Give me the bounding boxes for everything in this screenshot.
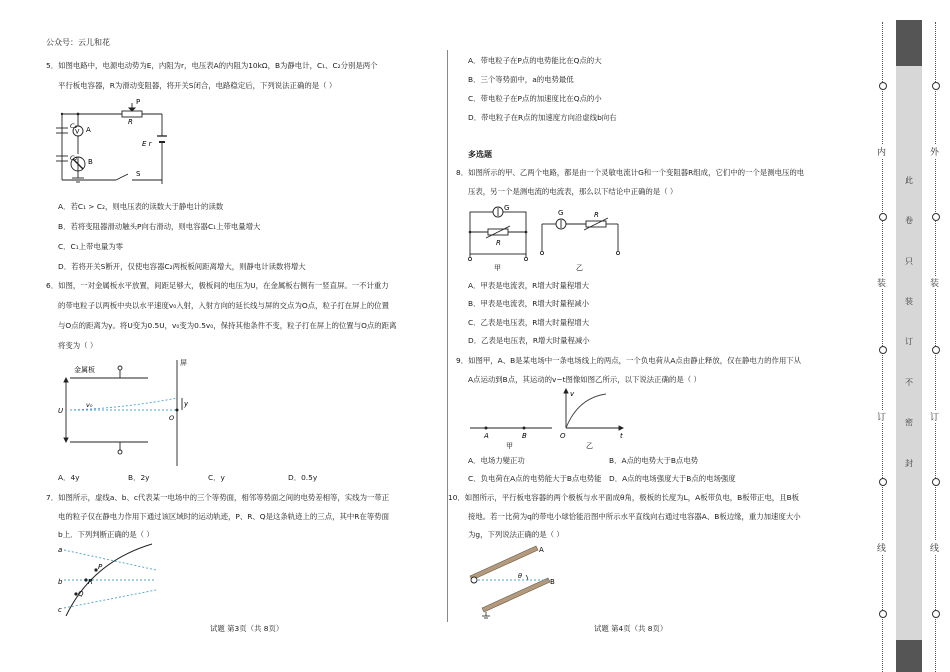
q5-fig-label-p: P bbox=[136, 98, 141, 106]
q8-fig-label-r-yi: R bbox=[594, 211, 599, 219]
q7-fig-label-a: a bbox=[58, 546, 63, 554]
inner-label-4: 线 bbox=[877, 541, 886, 554]
q7-stem-line3: b上．下列判断正确的是（ ） bbox=[58, 530, 154, 539]
seal-char-6: 不 bbox=[905, 378, 913, 387]
binding-hole-inner-1 bbox=[879, 82, 887, 90]
q5-stem-line1: 5．如图电路中，电源电动势为E，内阻为r，电压表A的内阻为10kΩ，B为静电计，C₁、C₂分别是两个 bbox=[46, 61, 378, 70]
q10-stem-line1: 10．如图所示，平行板电容器的两个极板与水平面成θ角，极板的长度为L，A板带负电，B板带正电，且B板 bbox=[448, 493, 800, 502]
q6-stem-line4: 将变为（ ） bbox=[58, 341, 98, 350]
q9-fig-label-o: O bbox=[560, 432, 566, 440]
q5-circuit-diagram bbox=[56, 98, 176, 190]
q5-fig-label-v: V bbox=[75, 127, 80, 136]
q8-option-d: D．乙表是电压表，R增大时量程减小 bbox=[468, 336, 590, 345]
q8-fig-label-g-yi: G bbox=[558, 209, 564, 217]
outer-label-4: 线 bbox=[930, 541, 939, 554]
q5-option-b: B．若将变阻器滑动触头P向右滑动，则电容器C₁上带电量增大 bbox=[58, 222, 261, 231]
q9-fig-label-t: t bbox=[620, 432, 623, 440]
q5-option-d: D．若将开关S断开，仅使电容器C₂两板板间距离增大，则静电计读数将增大 bbox=[58, 262, 306, 271]
q10-fig-label-b: B bbox=[550, 578, 555, 586]
q6-deflection-diagram bbox=[56, 356, 196, 468]
binding-hole-inner-5 bbox=[879, 610, 887, 618]
q5-fig-label-c1: C₁ bbox=[70, 122, 78, 130]
q7-option-d: D．带电粒子在R点的加速度方向沿虚线b向右 bbox=[468, 113, 617, 122]
q7-fig-label-q: Q bbox=[78, 590, 84, 598]
q6-option-c: C．y bbox=[208, 473, 225, 482]
seal-column-bottom-block bbox=[896, 640, 922, 672]
outer-label-2: 装 bbox=[930, 276, 939, 289]
q7-fig-label-r: R bbox=[88, 578, 93, 586]
inner-label-2: 装 bbox=[877, 276, 886, 289]
seal-char-2: 卷 bbox=[905, 216, 913, 225]
q6-fig-label-o: O bbox=[169, 414, 175, 422]
q5-fig-label-s: S bbox=[136, 170, 141, 178]
seal-char-1: 此 bbox=[905, 176, 913, 185]
q10-fig-label-a: A bbox=[539, 546, 544, 554]
q7-option-b: B．三个等势面中，a的电势最低 bbox=[468, 75, 574, 84]
q8-circuit-diagram bbox=[466, 202, 636, 272]
binding-hole-outer-4 bbox=[932, 478, 940, 486]
q9-fig-label-yi: 乙 bbox=[586, 442, 593, 450]
binding-hole-inner-2 bbox=[879, 213, 887, 221]
left-page-footer: 试题 第3页（共 8页） bbox=[210, 624, 284, 633]
q5-fig-label-c2: C₂ bbox=[70, 154, 78, 162]
q8-fig-label-g-jia: G bbox=[504, 204, 510, 212]
inner-label-3: 订 bbox=[877, 410, 886, 423]
q7-stem-line2: 电的粒子仅在静电力作用下通过该区域时的运动轨迹，P、R、Q是这条轨迹上的三点，其中R在等势面 bbox=[58, 512, 389, 521]
q7-fig-label-b: b bbox=[58, 578, 63, 586]
q9-option-a: A．电场力變正功 bbox=[468, 456, 525, 465]
q7-option-c: C．带电粒子在P点的加速度比在Q点的小 bbox=[468, 94, 602, 103]
binding-hole-outer-1 bbox=[932, 82, 940, 90]
q8-option-b: B．甲表是电流表，R增大时量程减小 bbox=[468, 299, 590, 308]
q6-fig-label-u: U bbox=[58, 407, 64, 415]
q6-stem-line1: 6．如图，一对金属板水平放置，间距足够大，极板间的电压为U，在金属板右侧有一竖直屏。一不计重力 bbox=[46, 281, 389, 290]
outer-label-3: 订 bbox=[930, 410, 939, 423]
binding-hole-outer-2 bbox=[932, 213, 940, 221]
q9-fig-label-v: v bbox=[570, 390, 575, 398]
binding-hole-inner-4 bbox=[879, 478, 887, 486]
q6-fig-label-y: y bbox=[184, 400, 189, 408]
q6-stem-line2: 的带电粒子以两板中央以水平速度v₀入射，入射方向的延长线与屏的交点为O点，粒子打在屏上的位置 bbox=[58, 301, 389, 310]
seal-char-4: 装 bbox=[905, 297, 913, 306]
q7-fig-label-c: c bbox=[58, 606, 62, 614]
q7-fig-label-p: P bbox=[98, 563, 103, 571]
binding-hole-inner-3 bbox=[879, 346, 887, 354]
q10-stem-line3: 为g，下列说法正确的是（ ） bbox=[468, 530, 564, 539]
q10-capacitor-diagram bbox=[466, 540, 576, 620]
q8-stem-line1: 8．如图所示的甲、乙两个电路，都是由一个灵敏电流计G和一个变阻器R组成，它们中的一个是测电压的电 bbox=[456, 168, 805, 177]
inner-label-1: 内 bbox=[877, 145, 886, 158]
outer-label-1: 外 bbox=[930, 145, 939, 158]
q8-stem-line2: 压表，另一个是测电流的电流表，那么以下结论中正确的是（ ） bbox=[468, 187, 678, 196]
binding-hole-outer-5 bbox=[932, 610, 940, 618]
q5-fig-label-a: A bbox=[86, 126, 91, 134]
q9-fig-label-jia: 甲 bbox=[506, 442, 513, 450]
q6-option-b: B．2y bbox=[128, 473, 150, 482]
q9-option-d: D．A点的电场强度大于B点的电场强度 bbox=[609, 474, 736, 483]
page-divider bbox=[447, 50, 448, 622]
q5-fig-label-er: E r bbox=[142, 140, 152, 148]
q6-fig-label-v0: v₀ bbox=[86, 401, 93, 409]
q6-stem-line3: 与O点的距离为y。将U变为0.5U，v₀变为0.5v₀，保持其他条件不变，粒子打在屏上的位置与O点的距离 bbox=[58, 321, 397, 330]
q7-option-a: A．带电粒子在P点的电势能比在Q点的大 bbox=[468, 56, 602, 65]
seal-column-top-block bbox=[896, 20, 922, 66]
q6-option-d: D．0.5y bbox=[288, 473, 318, 482]
q8-fig-label-r-jia: R bbox=[496, 239, 501, 247]
q7-equipotential-diagram bbox=[56, 542, 166, 618]
q5-option-c: C．C₁上带电量为零 bbox=[58, 242, 124, 251]
binding-hole-outer-3 bbox=[932, 346, 940, 354]
q8-option-c: C．乙表是电压表，R增大时量程增大 bbox=[468, 318, 590, 327]
seal-char-7: 密 bbox=[905, 418, 913, 427]
section-heading: 多选题 bbox=[468, 150, 492, 159]
q9-stem-line2: A点运动到B点，其运动的v−t图像如图乙所示，以下说法正确的是（ ） bbox=[468, 375, 701, 384]
right-page-footer: 试题 第4页（共 8页） bbox=[594, 624, 668, 633]
q9-option-b: B．A点的电势大于B点电势 bbox=[609, 456, 699, 465]
q9-option-c: C．负电荷在A点的电势能大于B点电势能 bbox=[468, 474, 602, 483]
q8-fig-label-yi: 乙 bbox=[576, 264, 583, 272]
q8-option-a: A．甲表是电流表，R增大时量程增大 bbox=[468, 281, 590, 290]
q8-fig-label-jia: 甲 bbox=[494, 264, 501, 272]
q9-stem-line1: 9．如图甲，A、B是某电场中一条电场线上的两点，一个负电荷从A点由静止释放，仅在静电力的作用下从 bbox=[456, 356, 802, 365]
q10-fig-label-theta: θ bbox=[518, 572, 522, 580]
q6-fig-label-plate: 金属板 bbox=[74, 366, 95, 374]
q5-stem-line2: 平行板电容器，R为滑动变阻器，将开关S闭合，电路稳定后，下列说法正确的是（ ） bbox=[58, 81, 337, 90]
q5-fig-label-b: B bbox=[88, 158, 93, 166]
q9-fig-label-a: A bbox=[484, 432, 489, 440]
q9-field-and-vt-diagram bbox=[466, 386, 636, 450]
seal-char-3: 只 bbox=[905, 257, 913, 266]
q6-fig-label-screen: 屏 bbox=[180, 359, 187, 367]
account-label: 公众号：云儿和花 bbox=[46, 38, 110, 47]
q5-fig-label-r: R bbox=[128, 118, 133, 126]
seal-char-5: 订 bbox=[905, 337, 913, 346]
q5-option-a: A．若C₁ > C₂，则电压表的读数大于静电计的读数 bbox=[58, 202, 224, 211]
q10-stem-line2: 接地。若一比荷为q的带电小球恰能沿图中所示水平直线向右通过电容器A、B板边缘，重力加速度大小 bbox=[468, 512, 801, 521]
q9-fig-label-b: B bbox=[522, 432, 527, 440]
q7-stem-line1: 7．如图所示，虚线a、b、c代表某一电场中的三个等势面，相邻等势面之间的电势差相等，实线为一带正 bbox=[46, 493, 390, 502]
q6-option-a: A．4y bbox=[58, 473, 80, 482]
seal-char-8: 封 bbox=[905, 459, 913, 468]
